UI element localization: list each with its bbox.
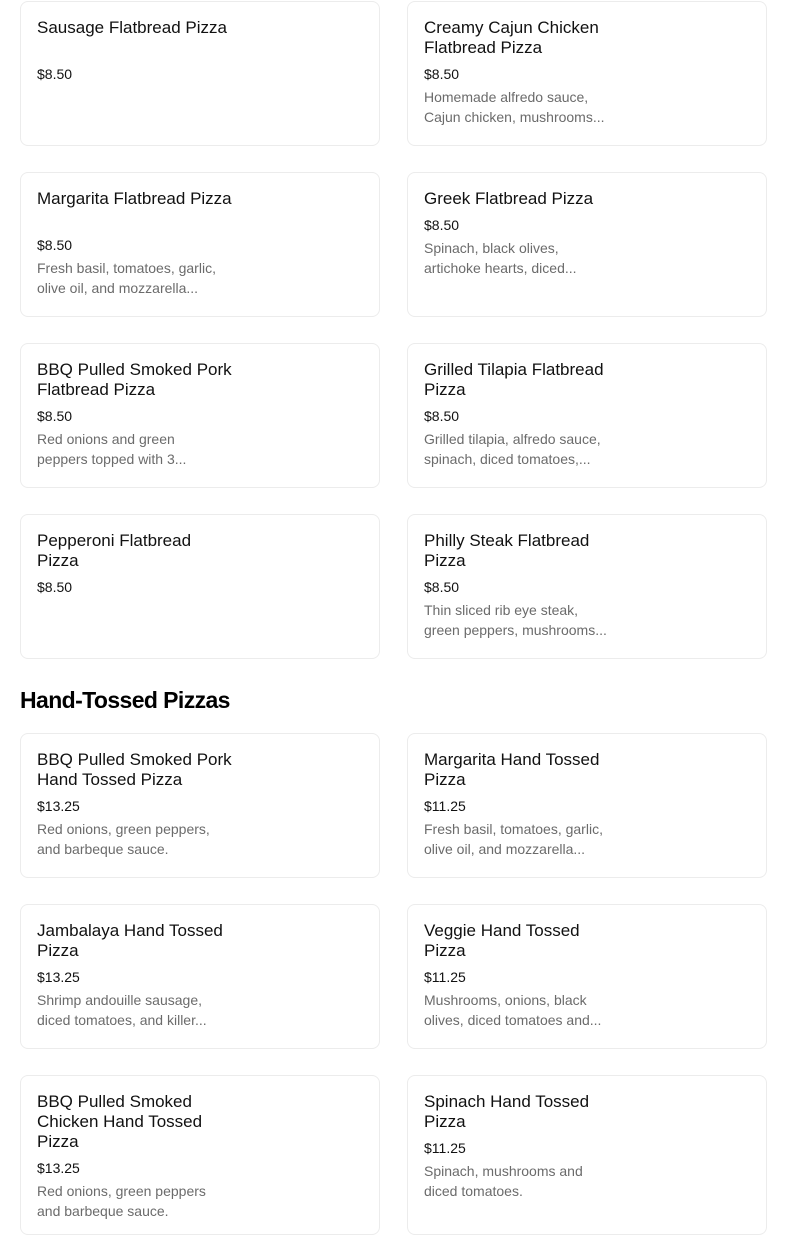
item-name: Margarita Hand Tossed Pizza xyxy=(424,750,600,789)
item-price: $8.50 xyxy=(37,66,73,82)
item-description: Fresh basil, tomatoes, garlic, olive oil, and mozzarella... xyxy=(37,260,216,296)
item-name: BBQ Pulled Smoked Pork Hand Tossed Pizza xyxy=(37,750,232,789)
item-price: $8.50 xyxy=(424,579,460,595)
section-title: Hand-Tossed Pizzas xyxy=(20,687,230,713)
item-price: $8.50 xyxy=(37,579,73,595)
item-name: Spinach Hand Tossed Pizza xyxy=(424,1092,590,1131)
item-price: $8.50 xyxy=(424,217,460,233)
item-price: $8.50 xyxy=(37,237,73,253)
menu-item-card[interactable] xyxy=(407,343,767,488)
menu-item-card[interactable] xyxy=(20,1,380,146)
menu-item-card[interactable] xyxy=(407,172,767,317)
item-price: $11.25 xyxy=(424,1140,466,1156)
item-name: Grilled Tilapia Flatbread Pizza xyxy=(424,360,604,399)
item-description: Spinach, mushrooms and diced tomatoes. xyxy=(424,1163,583,1199)
item-description: Spinach, black olives, artichoke hearts, diced... xyxy=(424,240,577,276)
item-name: Creamy Cajun Chicken Flatbread Pizza xyxy=(424,18,599,57)
menu-item-card[interactable] xyxy=(407,904,767,1049)
item-name: Margarita Flatbread Pizza xyxy=(37,189,232,208)
item-description: Thin sliced rib eye steak, green peppers, mushrooms... xyxy=(424,602,607,638)
item-price: $13.25 xyxy=(37,798,80,814)
item-description: Homemade alfredo sauce, Cajun chicken, mushrooms... xyxy=(424,89,605,125)
menu-item-card[interactable] xyxy=(407,514,767,659)
menu-item-card[interactable] xyxy=(20,172,380,317)
item-price: $8.50 xyxy=(37,408,73,424)
item-description: Shrimp andouille sausage, diced tomatoes, and killer... xyxy=(37,992,207,1028)
item-description: Red onions, green peppers, and barbeque sauce. xyxy=(37,821,210,857)
item-price: $8.50 xyxy=(424,408,460,424)
menu-item-card[interactable] xyxy=(20,1075,380,1235)
item-price: $8.50 xyxy=(424,66,460,82)
item-name: Jambalaya Hand Tossed Pizza xyxy=(37,921,223,960)
menu-item-card[interactable] xyxy=(20,904,380,1049)
item-name: Greek Flatbread Pizza xyxy=(424,189,594,208)
item-name: BBQ Pulled Smoked Chicken Hand Tossed Pizza xyxy=(37,1092,203,1151)
menu-item-card[interactable] xyxy=(20,733,380,878)
item-description: Red onions, green peppers and barbeque sauce. xyxy=(37,1183,206,1219)
item-name: BBQ Pulled Smoked Pork Flatbread Pizza xyxy=(37,360,232,399)
menu-item-card[interactable] xyxy=(20,343,380,488)
item-name: Pepperoni Flatbread Pizza xyxy=(37,531,192,570)
item-name: Veggie Hand Tossed Pizza xyxy=(424,921,580,960)
item-price: $11.25 xyxy=(424,969,466,985)
item-price: $11.25 xyxy=(424,798,466,814)
item-description: Fresh basil, tomatoes, garlic, olive oil, and mozzarella... xyxy=(424,821,603,857)
item-price: $13.25 xyxy=(37,1160,80,1176)
menu-item-card[interactable] xyxy=(407,733,767,878)
item-description: Red onions and green peppers topped with 3... xyxy=(37,431,187,467)
item-description: Mushrooms, onions, black olives, diced tomatoes and... xyxy=(424,992,602,1028)
menu-item-card[interactable] xyxy=(407,1075,767,1235)
item-description: Grilled tilapia, alfredo sauce, spinach, diced tomatoes,... xyxy=(424,431,601,467)
menu-item-card[interactable] xyxy=(407,1,767,146)
menu-item-card[interactable] xyxy=(20,514,380,659)
item-name: Sausage Flatbread Pizza xyxy=(37,18,227,37)
item-name: Philly Steak Flatbread Pizza xyxy=(424,531,590,570)
item-price: $13.25 xyxy=(37,969,80,985)
